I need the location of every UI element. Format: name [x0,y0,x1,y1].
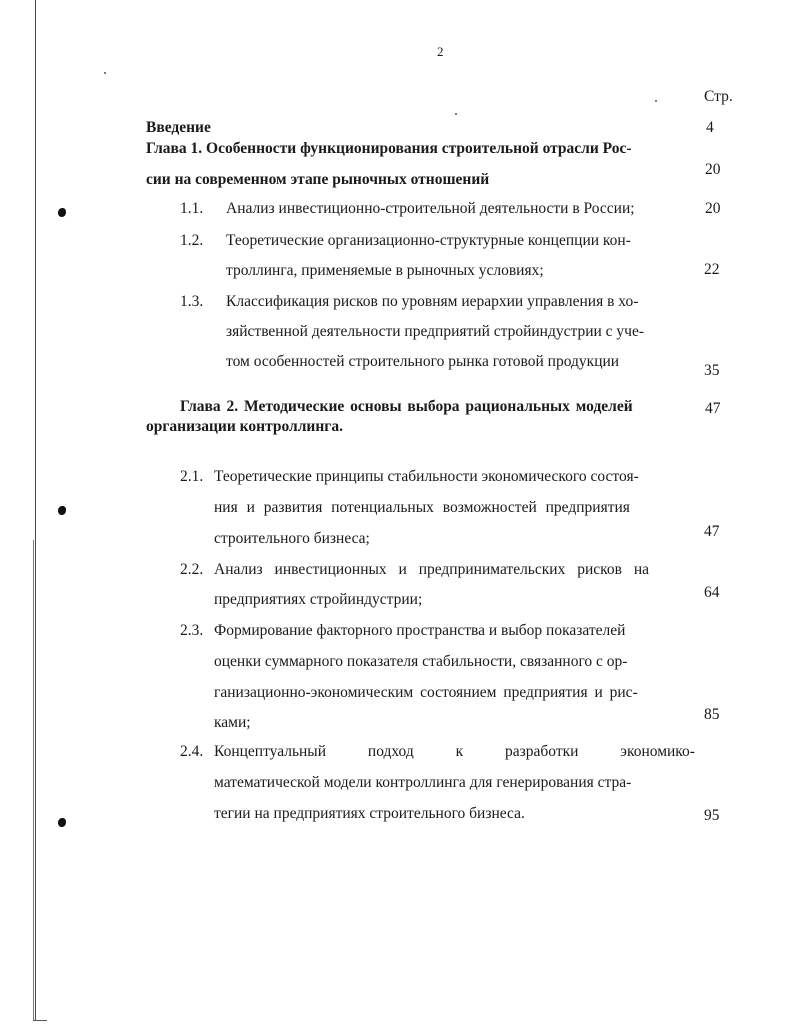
toc-section-text-line: Анализ инвестиционных и предпринимательских рисков на [214,561,649,578]
toc-chapter1-page: 20 [705,161,721,178]
toc-section-text-line: Концептуальный подход к разработки экономико- [214,743,695,760]
toc-section-text-line: строительного бизнеса; [214,530,370,547]
toc-section-text-line: ния и развития потенциальных возможностей предприятия [214,499,630,516]
toc-chapter2-title-line1: Глава 2. Методические основы выбора рациональных моделей [180,398,633,415]
toc-section-text: Анализ инвестиционно-строительной деятельности в России; [226,200,635,217]
toc-chapter1-title-line1: Глава 1. Особенности функционирования строительной отрасли Рос- [146,140,632,157]
scan-edge-line [35,0,36,1020]
toc-section-text-line: Формирование факторного пространства и выбор показателей [214,622,626,639]
toc-section-text-line: оценки суммарного показателя стабильности, связанного с ор- [214,653,628,670]
toc-section-text-line: том особенностей строительного рынка готовой продукции [226,353,620,370]
toc-section-page: 95 [704,807,720,824]
punch-hole-mark [58,208,66,217]
toc-section-page: 85 [704,706,720,723]
toc-section-text-line: троллинга, применяемые в рыночных условиях; [226,262,544,279]
toc-section-page: 35 [704,362,720,379]
toc-section-number: 2.4. [180,743,204,760]
toc-section-number: 1.3. [180,293,204,310]
toc-section-number: 2.1. [180,468,204,485]
toc-section-text-line: математической модели контроллинга для генерирования стра- [214,774,632,791]
toc-section-number: 1.1. [180,200,204,217]
toc-section-page: 47 [704,523,720,540]
toc-introduction-title: Введение [146,119,211,136]
toc-section-text-line: Теоретические принципы стабильности экономического состоя- [214,468,639,485]
toc-section-text-line: ками; [214,714,251,731]
toc-section-text-line: Теоретические организационно-структурные концепции кон- [226,232,631,249]
toc-section-page: 64 [704,584,720,601]
toc-section-text [226,232,690,250]
punch-hole-mark [58,818,66,827]
toc-section-number: 2.3. [180,622,204,639]
page-column-label: Стр. [704,88,733,105]
toc-introduction-page: 4 [706,119,714,136]
toc-chapter2-page: 47 [705,400,721,417]
toc-section-text-line: зяйственной деятельности предприятий стройиндустрии с уче- [226,323,645,340]
toc-chapter1-title-line2: сии на современном этапе рыночных отношений [146,171,490,188]
toc-section-number: 1.2. [180,232,204,249]
toc-section-page: 22 [704,261,720,278]
scan-edge-line-secondary [33,540,34,1020]
punch-hole-mark [58,506,66,515]
toc-chapter2-title-line2: организации контроллинга. [146,418,343,435]
scan-speck [655,100,657,102]
scan-speck [455,113,457,115]
toc-section-text-line: Классификация рисков по уровням иерархии управления в хо- [226,293,639,310]
toc-section-number: 2.2. [180,561,204,578]
toc-section-text-line: тегии на предприятиях строительного бизнеса. [214,805,525,822]
toc-section-page: 20 [705,200,721,217]
scan-edge-foot [33,1020,47,1021]
page-number: 2 [437,44,444,59]
toc-section-text-line: предприятиях стройиндустрии; [214,591,423,608]
toc-section-text-line: ганизационно-экономическим состоянием предприятия и рис- [214,684,638,701]
scan-speck [104,72,106,74]
